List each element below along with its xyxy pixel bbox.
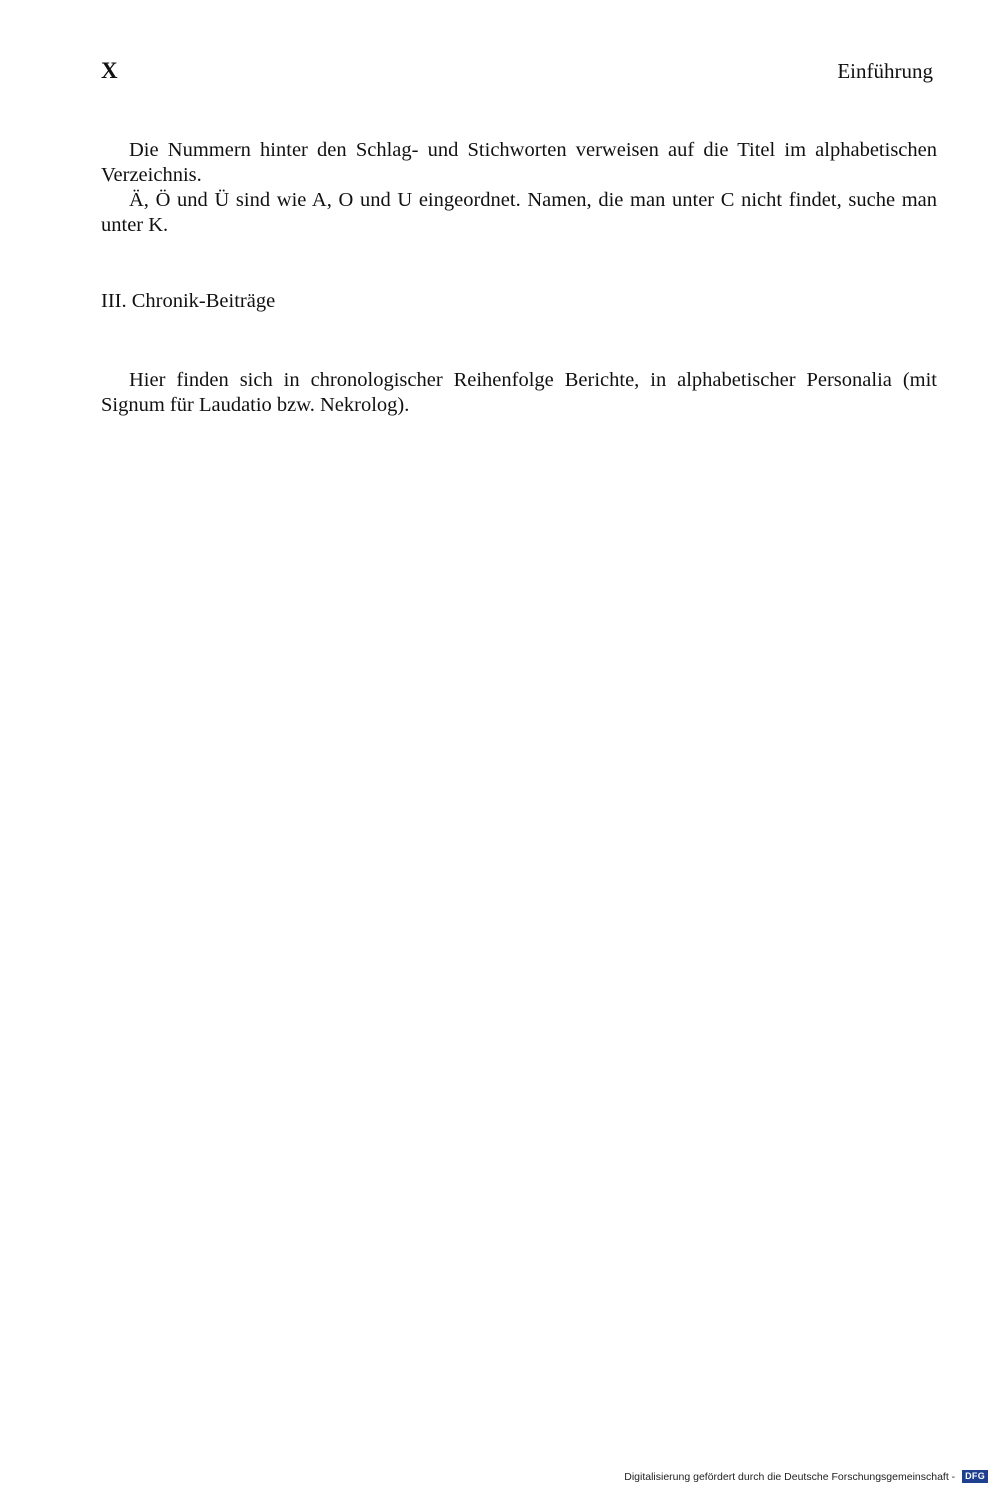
dfg-logo: DFG bbox=[962, 1470, 988, 1483]
page-number: X bbox=[101, 58, 119, 83]
section-heading-chronik: III. Chronik-Beiträge bbox=[101, 290, 276, 312]
paragraph-sorting-note: Ä, Ö und Ü sind wie A, O und U eingeordnet. Namen, die man unter C nicht findet, suche man unter K. bbox=[101, 189, 937, 236]
intro-section bbox=[101, 138, 937, 238]
chronik-section bbox=[101, 368, 937, 418]
footer-credit: Digitalisierung gefördert durch die Deutsche Forschungsgemeinschaft - bbox=[624, 1470, 956, 1483]
paragraph-chronik-description: Hier finden sich in chronologischer Reihenfolge Berichte, in alphabetischer Personalia (mit Signum für Laudatio bzw. Nekrolog). bbox=[101, 369, 937, 416]
running-title: Einführung bbox=[837, 59, 933, 83]
paragraph-numbering-note: Die Nummern hinter den Schlag- und Stichworten verweisen auf die Titel im alphabetischen Verzeichnis. bbox=[101, 139, 937, 186]
running-header bbox=[101, 58, 933, 92]
digitization-footer bbox=[0, 1470, 1000, 1484]
